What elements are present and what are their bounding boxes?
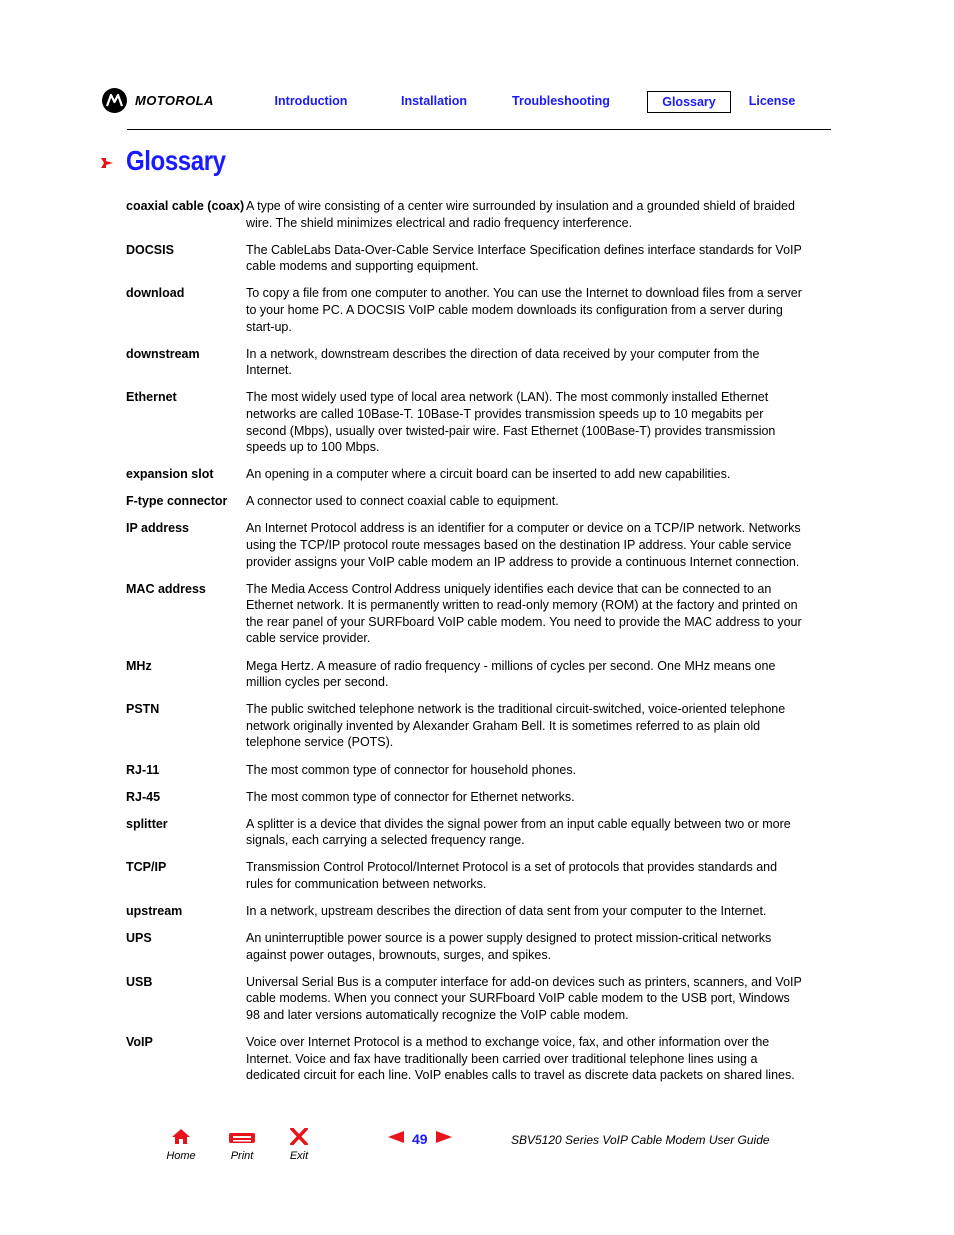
header-divider (127, 129, 831, 130)
glossary-definition: To copy a file from one computer to another. You can use the Internet to download files from a server to your home PC. A DOCSIS VoIP cable modem downloads its configuration from a server during start-up. (246, 286, 802, 334)
glossary-entry (126, 285, 806, 335)
glossary-definition: Universal Serial Bus is a computer interface for add-on devices such as printers, scanners, and VoIP cable modems. When you connect your SURFboard VoIP cable modem to the USB port, Windows 98 and later versions automatically recognize the VoIP cable modem. (246, 974, 802, 1023)
glossary-entry (126, 389, 806, 455)
glossary-entry (126, 466, 806, 483)
top-nav (0, 91, 954, 113)
next-page-icon[interactable] (436, 1130, 452, 1148)
nav-troubleshooting[interactable]: Troubleshooting (512, 94, 610, 108)
glossary-term: Ethernet (126, 390, 177, 405)
glossary-definition: An uninterruptible power source is a power supply designed to protect mission-critical networks against power outages, brownouts, surges, and spikes. (246, 931, 772, 962)
print-label: Print (230, 1150, 254, 1162)
glossary-entry (126, 930, 806, 963)
page-number: 49 (412, 1131, 428, 1147)
glossary-definition: Voice over Internet Protocol is a method to exchange voice, fax, and other information over the Internet. Voice and fax have traditionally been carried over traditional telephone lines using a dedicated circuit for each line. VoIP enables calls to travel as discrete data packets on shared lines. (246, 1035, 795, 1083)
glossary-entry (126, 658, 806, 691)
glossary-definition: A connector used to connect coaxial cable to equipment. (246, 494, 559, 509)
glossary-term: MHz (126, 658, 152, 673)
glossary-entry (126, 701, 806, 751)
nav-installation[interactable]: Installation (401, 94, 467, 108)
glossary-definition: In a network, downstream describes the direction of data received by your computer from the Internet. (246, 346, 760, 378)
glossary-definition: A type of wire consisting of a center wire surrounded by insulation and a grounded shield of braided wire. The shield minimizes electrical and radio frequency interference. (246, 199, 795, 230)
guide-title: SBV5120 Series VoIP Cable Modem User Guide (511, 1133, 770, 1147)
glossary-term: download (126, 286, 185, 301)
glossary-definition: A splitter is a device that divides the signal power from an input cable equally between two or more signals, each carrying a selected frequency range. (246, 816, 791, 848)
glossary-term: expansion slot (126, 467, 214, 482)
glossary-entry (126, 493, 806, 510)
glossary-term: splitter (126, 816, 168, 831)
glossary-entry (126, 816, 806, 849)
glossary-entry (126, 903, 806, 920)
page-navigation (388, 1130, 452, 1148)
glossary-term: downstream (126, 346, 200, 361)
glossary-definition: In a network, upstream describes the direction of data sent from your computer to the Internet. (246, 904, 767, 919)
print-button[interactable] (225, 1128, 259, 1162)
glossary-term: MAC address (126, 581, 206, 596)
title-arrow-icon (100, 156, 114, 175)
home-label: Home (166, 1150, 196, 1162)
glossary-term: TCP/IP (126, 860, 167, 875)
glossary-definition: The most widely used type of local area network (LAN). The most commonly installed Ethernet networks are called 10Base-T. 10Base-T provides transmission speeds up to 10 megabits per second (Mbps), usually over twisted-pair wire. Fast Ethernet (100Base-T) provides transmission speeds up to 100 Mbps. (246, 390, 776, 455)
glossary-term: VoIP (126, 1035, 153, 1050)
glossary-list (126, 198, 806, 1094)
glossary-definition: The CableLabs Data-Over-Cable Service Interface Specification defines interface standards for VoIP cable modems and supporting equipment. (246, 242, 802, 274)
glossary-entry (126, 859, 806, 892)
home-icon (171, 1128, 191, 1145)
glossary-entry (126, 789, 806, 806)
glossary-definition: An opening in a computer where a circuit board can be inserted to add new capabilities. (246, 467, 731, 482)
glossary-entry (126, 198, 806, 231)
prev-page-icon[interactable] (388, 1130, 404, 1148)
nav-license[interactable]: License (748, 94, 796, 108)
glossary-definition: Mega Hertz. A measure of radio frequency - millions of cycles per second. One MHz means one million cycles per second. (246, 658, 776, 690)
glossary-term: USB (126, 974, 153, 989)
glossary-entry (126, 762, 806, 779)
nav-introduction[interactable]: Introduction (274, 94, 348, 108)
page-title: Glossary (126, 145, 226, 176)
glossary-definition: An Internet Protocol address is an identifier for a computer or device on a TCP/IP network. Networks using the TCP/IP protocol route messages based on the destination IP address. Your cable service provider assigns your VoIP cable modem an IP address to provide a continuous Internet connection. (246, 521, 801, 569)
glossary-entry (126, 974, 806, 1024)
glossary-term: PSTN (126, 702, 160, 717)
exit-label: Exit (289, 1150, 309, 1162)
glossary-term: coaxial cable (coax) (126, 199, 245, 213)
nav-glossary[interactable]: Glossary (647, 91, 731, 113)
glossary-definition: The Media Access Control Address uniquely identifies each device that can be connected to an Ethernet network. It is permanently written to read-only memory (ROM) at the factory and printed on the rear panel of your SURFboard VoIP cable modem. You need to provide the MAC address to your cable service provider. (246, 581, 802, 646)
glossary-term: UPS (126, 931, 152, 946)
glossary-entry (126, 242, 806, 275)
glossary-definition: Transmission Control Protocol/Internet Protocol is a set of protocols that provides standards and rules for communication between networks. (246, 860, 778, 891)
home-button[interactable] (164, 1128, 198, 1162)
glossary-term: IP address (126, 521, 190, 536)
brand-name: MOTOROLA (135, 93, 214, 108)
glossary-definition: The most common type of connector for Ethernet networks. (246, 789, 575, 804)
glossary-definition: The public switched telephone network is the traditional circuit-switched, voice-oriented telephone network originally invented by Alexander Graham Bell. It is sometimes referred to as plain old telephone service (POTS). (246, 702, 786, 750)
glossary-definition: The most common type of connector for household phones. (246, 762, 577, 777)
exit-button[interactable] (284, 1128, 314, 1162)
glossary-term: RJ-45 (126, 789, 161, 804)
glossary-entry (126, 520, 806, 570)
glossary-term: DOCSIS (126, 242, 174, 257)
print-icon (228, 1128, 256, 1145)
glossary-entry (126, 581, 806, 647)
glossary-entry (126, 1034, 806, 1084)
glossary-term: upstream (126, 904, 183, 919)
glossary-entry (126, 346, 806, 379)
glossary-term: RJ-11 (126, 762, 160, 777)
exit-icon (290, 1128, 308, 1145)
glossary-term: F-type connector (126, 494, 228, 509)
